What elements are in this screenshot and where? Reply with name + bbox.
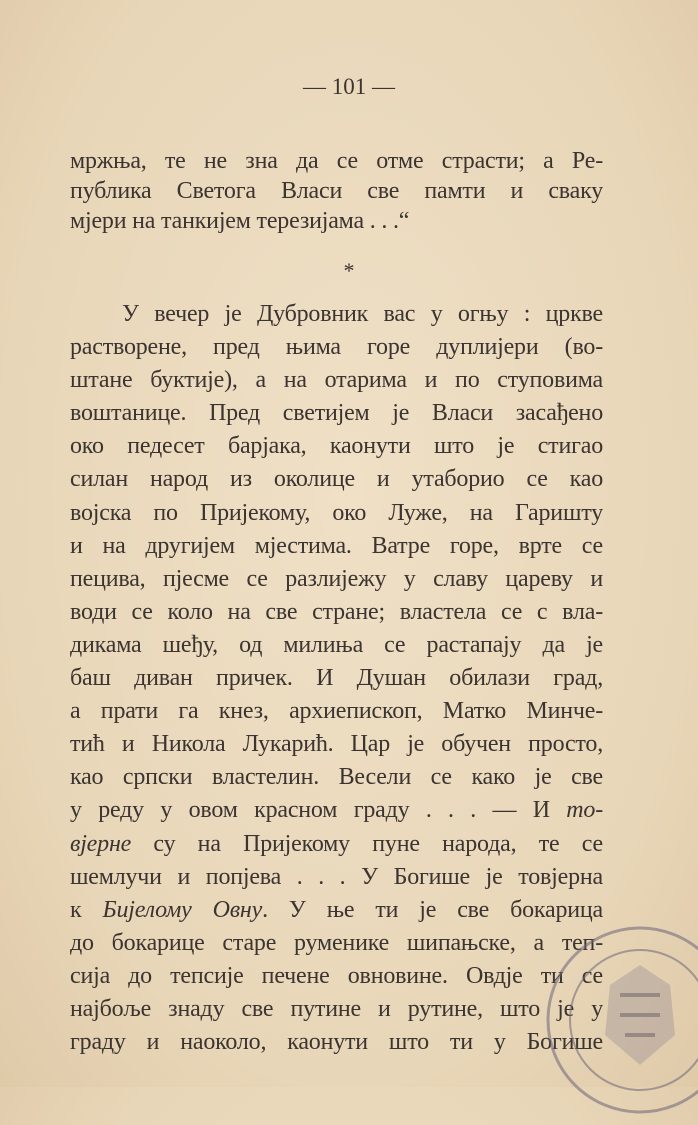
text-line (70, 927, 603, 960)
text-segment: штане буктије), а на отарима и по ступовима (70, 367, 603, 394)
text-segment: најбоље знаду све путине и рутине, што је у (70, 995, 603, 1022)
text-segment: војска по Пријекому, око Луже, на Гаришту (70, 499, 603, 526)
text-segment: воштанице. Пред светијем је Власи засађено (70, 400, 603, 427)
text-line (70, 530, 603, 563)
text-line (70, 331, 603, 364)
text-segment: мржња, те не зна да се отме страсти; а Ре- (70, 148, 603, 174)
text-line (70, 176, 603, 206)
text-line (70, 463, 603, 496)
text-segment: су на Пријекому пуне народа, те се (131, 830, 603, 857)
section-separator: * (343, 258, 355, 283)
text-segment: у реду у овом красном граду . . . — И (70, 797, 567, 824)
text-segment: дикама шеђу, од милиња се растапају да је (70, 631, 603, 658)
library-stamp-icon (535, 925, 698, 1125)
text-segment: води се коло на све стране; властела се с вла- (70, 598, 603, 625)
text-segment: шемлучи и попјева . . . У Богише је товјерна (70, 863, 603, 890)
text-line (70, 146, 603, 176)
text-line (70, 206, 603, 236)
text-line (70, 298, 603, 331)
text-segment: до бокарице старе руменике шипањске, а теп- (70, 929, 603, 956)
text-segment: а прати га кнез, архиепископ, Матко Минче- (70, 698, 603, 725)
text-line (70, 728, 603, 761)
text-segment: и на другијем мјестима. Ватре горе, врте се (70, 532, 603, 559)
text-line (70, 629, 603, 662)
text-segment: тић и Никола Лукарић. Цар је обучен просто, (70, 731, 603, 758)
text-segment: око педесет барјака, каонути што је стигао (70, 433, 603, 460)
text-segment: публика Светога Власи све памти и сваку (70, 178, 603, 204)
text-segment: сија до тепсије печене овновине. Овдје ти се (70, 962, 603, 989)
text-line (70, 662, 603, 695)
text-line (70, 695, 603, 728)
text-segment: силан народ из околице и утаборио се као (70, 466, 603, 493)
italic-text: Бијелому Овну (102, 896, 263, 923)
text-line (70, 761, 603, 794)
italic-text: то- (566, 797, 603, 824)
paragraph-main (70, 298, 603, 1059)
text-segment: мјери на танкијем терезијама . . .“ (70, 208, 410, 234)
text-line (70, 960, 603, 993)
text-segment: баш диван причек. И Душан обилази град, (70, 665, 603, 692)
italic-text: вјерне (70, 830, 132, 857)
text-line (70, 397, 603, 430)
text-segment: пецива, пјесме се разлијежу у славу цареву и (70, 565, 603, 592)
text-line (70, 596, 603, 629)
text-line (70, 894, 603, 927)
page-number: — 101 — (303, 74, 395, 99)
text-line (70, 861, 603, 894)
paragraph-quote-ending (70, 146, 603, 236)
text-segment: . У ње ти је све бокарица (262, 896, 603, 923)
text-line (70, 563, 603, 596)
text-segment: граду и наоколо, каонути што ти у Богише (70, 1029, 603, 1056)
text-line (70, 1026, 603, 1059)
text-line (70, 497, 603, 530)
text-line (70, 993, 603, 1026)
text-line (70, 430, 603, 463)
text-line (70, 364, 603, 397)
text-line (70, 794, 603, 827)
text-segment: к (70, 896, 103, 923)
text-line (70, 828, 603, 861)
text-segment: као српски властелин. Весели се како је све (70, 764, 603, 791)
text-segment: У вечер је Дубровник вас у огњу : цркве (122, 301, 603, 327)
text-segment: растворене, пред њима горе дуплијери (во- (70, 334, 603, 361)
